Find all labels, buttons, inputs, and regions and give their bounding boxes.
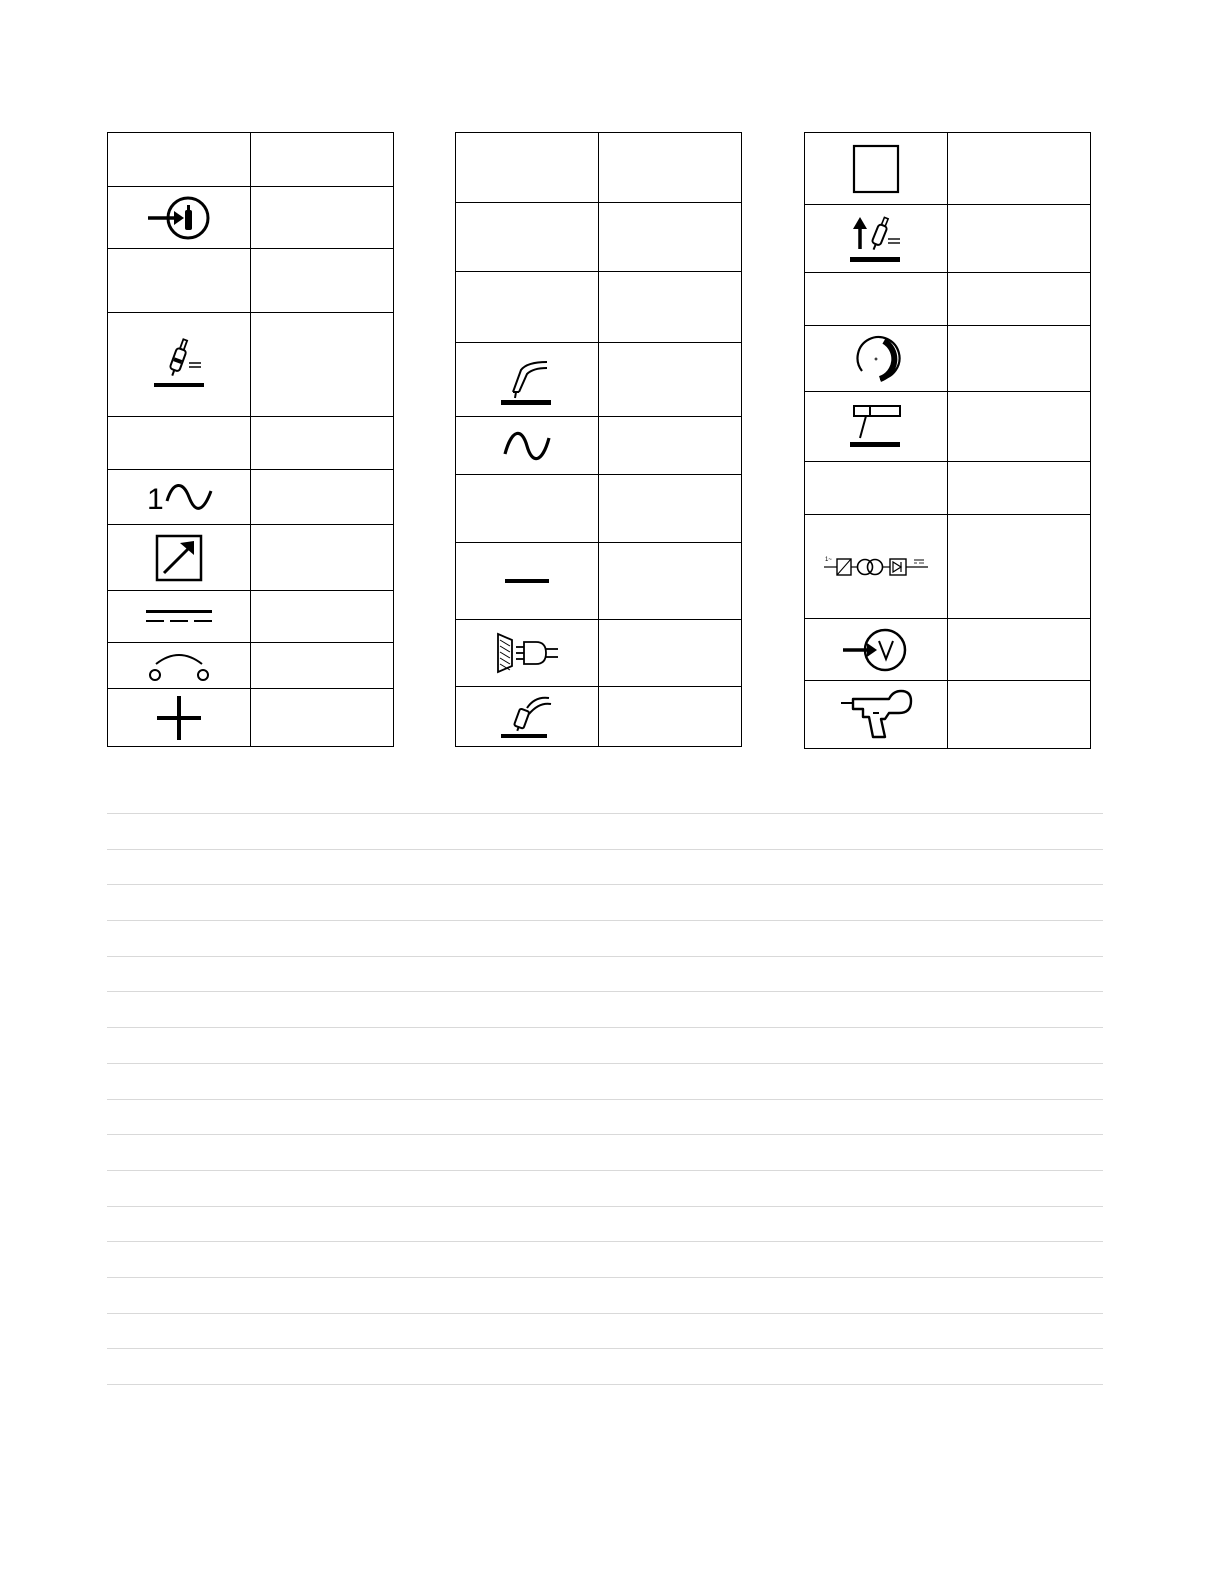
- phase-number: 1: [147, 483, 164, 516]
- switch-contact-icon: [146, 648, 212, 684]
- wire-feed-up-icon: [848, 213, 904, 265]
- description-cell: [251, 133, 394, 187]
- description-cell: [251, 525, 394, 591]
- stick-electrode-icon: [848, 402, 904, 452]
- icon-cell: [805, 462, 948, 515]
- mig-gun-icon: [149, 335, 209, 395]
- table-row: [108, 591, 394, 643]
- icon-cell: [108, 591, 251, 643]
- icon-cell: [456, 343, 599, 417]
- icon-cell: [805, 515, 948, 619]
- ruled-line: [107, 991, 1103, 992]
- icon-cell: [456, 620, 599, 687]
- alternating-current-icon: [502, 428, 552, 464]
- inverter-diagram-icon: [822, 552, 930, 582]
- icon-cell: [456, 475, 599, 543]
- table-row: [805, 681, 1091, 749]
- table-row: [456, 343, 742, 417]
- ruled-line: [107, 1384, 1103, 1385]
- single-phase-ac-icon: [143, 477, 215, 517]
- description-cell: [948, 462, 1091, 515]
- ruled-lines: [107, 813, 1103, 1420]
- description-cell: [948, 326, 1091, 392]
- icon-cell: [805, 273, 948, 326]
- table-row: [108, 525, 394, 591]
- table-row: [805, 392, 1091, 462]
- ruled-line: [107, 813, 1103, 814]
- ruled-line: [107, 849, 1103, 850]
- description-cell: [599, 543, 742, 620]
- table-row: [456, 620, 742, 687]
- icon-cell: [456, 272, 599, 343]
- icon-cell: [108, 525, 251, 591]
- description-cell: [948, 133, 1091, 205]
- icon-cell: [456, 203, 599, 272]
- description-cell: [251, 689, 394, 747]
- ruled-line: [107, 956, 1103, 957]
- icon-cell: [805, 205, 948, 273]
- description-cell: [948, 515, 1091, 619]
- icon-cell: [805, 326, 948, 392]
- table-row: [108, 470, 394, 525]
- icon-cell: [108, 689, 251, 747]
- description-cell: [251, 470, 394, 525]
- icon-cell: [108, 313, 251, 417]
- icon-cell: [108, 133, 251, 187]
- ruled-line: [107, 1134, 1103, 1135]
- icon-cell: [805, 619, 948, 681]
- description-cell: [599, 343, 742, 417]
- ruled-line: [107, 1277, 1103, 1278]
- output-arrow-box-icon: [154, 533, 204, 583]
- icon-cell: [108, 417, 251, 470]
- table-row: [456, 417, 742, 475]
- table-row: [456, 475, 742, 543]
- description-cell: [251, 313, 394, 417]
- description-cell: [251, 187, 394, 249]
- icon-cell: [108, 187, 251, 249]
- table-row: [108, 313, 394, 417]
- table-row: [456, 687, 742, 747]
- voltage-input-icon: [841, 626, 911, 674]
- icon-cell: [108, 249, 251, 313]
- symbol-table-2: [455, 132, 742, 747]
- table-row: [805, 619, 1091, 681]
- description-cell: [599, 417, 742, 475]
- adjust-dial-icon: [848, 331, 904, 387]
- ruled-line: [107, 920, 1103, 921]
- description-cell: [599, 272, 742, 343]
- svg-text:1~: 1~: [825, 556, 832, 563]
- table-row: [108, 133, 394, 187]
- icon-cell: [456, 687, 599, 747]
- description-cell: [251, 249, 394, 313]
- ruled-line: [107, 1027, 1103, 1028]
- welding-gun-icon: [839, 689, 913, 741]
- description-cell: [948, 392, 1091, 462]
- icon-cell: [456, 543, 599, 620]
- ruled-line: [107, 1099, 1103, 1100]
- table-row: [456, 272, 742, 343]
- table-row: [456, 203, 742, 272]
- ruled-line: [107, 1063, 1103, 1064]
- square-box-icon: [852, 144, 900, 194]
- description-cell: [948, 273, 1091, 326]
- description-cell: [599, 475, 742, 543]
- table-row: [805, 273, 1091, 326]
- icon-cell: [456, 133, 599, 203]
- positive-icon: [154, 696, 204, 740]
- description-cell: [599, 133, 742, 203]
- description-cell: [948, 681, 1091, 749]
- spool-gun-icon: [499, 692, 555, 742]
- description-cell: [251, 591, 394, 643]
- table-row: [805, 205, 1091, 273]
- ruled-line: [107, 884, 1103, 885]
- table-row: [108, 249, 394, 313]
- table-row: [456, 543, 742, 620]
- description-cell: [599, 687, 742, 747]
- symbol-table-3: [804, 132, 1091, 749]
- icon-cell: [108, 643, 251, 689]
- negative-icon: [504, 576, 550, 586]
- icon-cell: [456, 417, 599, 475]
- ruled-line: [107, 1348, 1103, 1349]
- ruled-line: [107, 1170, 1103, 1171]
- symbol-table-1: [107, 132, 394, 747]
- description-cell: [948, 205, 1091, 273]
- table-row: [108, 689, 394, 747]
- ruled-line: [107, 1241, 1103, 1242]
- icon-cell: [805, 392, 948, 462]
- table-row: [805, 515, 1091, 619]
- table-row: [108, 187, 394, 249]
- plug-connection-icon: [492, 630, 562, 676]
- table-row: [805, 326, 1091, 392]
- table-row: [108, 643, 394, 689]
- description-cell: [599, 203, 742, 272]
- table-row: [805, 133, 1091, 205]
- direct-current-icon: [144, 605, 214, 629]
- icon-cell: [805, 133, 948, 205]
- table-row: [456, 133, 742, 203]
- table-row: [805, 462, 1091, 515]
- ruled-line: [107, 1313, 1103, 1314]
- description-cell: [251, 417, 394, 470]
- ruled-line: [107, 1206, 1103, 1207]
- table-row: [108, 417, 394, 470]
- icon-cell: [108, 470, 251, 525]
- icon-cell: [805, 681, 948, 749]
- description-cell: [948, 619, 1091, 681]
- gas-input-icon: [144, 194, 214, 242]
- description-cell: [599, 620, 742, 687]
- description-cell: [251, 643, 394, 689]
- tig-torch-icon: [499, 352, 555, 408]
